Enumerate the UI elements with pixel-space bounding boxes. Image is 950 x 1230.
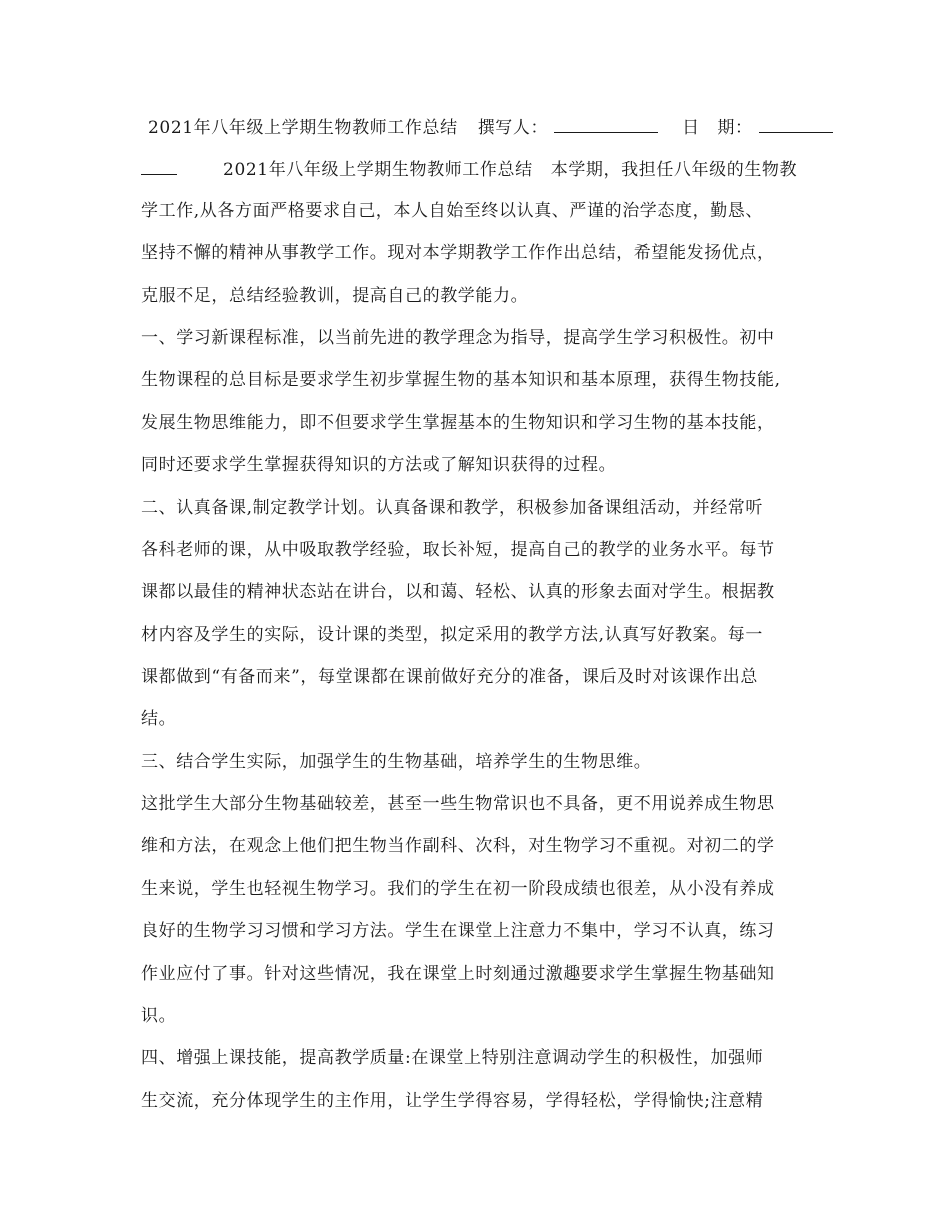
date-blank-continued	[141, 157, 177, 175]
intro-line-2: 学工作,从各方面严格要求自己，本人自始至终以认真、严谨的治学态度，勤恳、	[141, 201, 764, 221]
body-line: 维和方法，在观念上他们把生物当作副科、次科，对生物学习不重视。对初二的学	[141, 836, 775, 856]
date-blank	[759, 115, 833, 133]
body-line: 发展生物思维能力，即不但要求学生掌握基本的生物知识和学习生物的基本技能，	[141, 413, 775, 433]
body-line: 识。	[141, 1006, 177, 1026]
intro-line-1	[141, 157, 821, 182]
body-line: 课都以最佳的精神状态站在讲台，以和蔼、轻松、认真的形象去面对学生。根据教	[141, 582, 775, 602]
body-line: 课都做到“有备而来”，每堂课都在课前做好充分的准备，课后及时对该课作出总	[141, 667, 758, 687]
intro-line-4: 克服不足，总结经验教训，提高自己的教学能力。	[141, 286, 529, 306]
intro-line-3: 坚持不懈的精神从事教学工作。现对本学期教学工作作出总结，希望能发扬优点，	[141, 243, 775, 263]
body-line: 结。	[141, 709, 177, 729]
body-line: 四、增强上课技能，提高教学质量:在课堂上特别注意调动学生的积极性，加强师	[141, 1048, 764, 1068]
author-label: 撰写人：	[477, 118, 549, 138]
body-line: 这批学生大部分生物基础较差，甚至一些生物常识也不具备，更不用说养成生物思	[141, 794, 775, 814]
body-line: 生来说，学生也轻视生物学习。我们的学生在初一阶段成绩也很差，从小没有养成	[141, 879, 775, 899]
date-label: 日 期：	[682, 118, 753, 138]
header-line	[148, 115, 828, 140]
intro-title-repeat: 2021年八年级上学期生物教师工作总结	[223, 160, 533, 180]
body-line: 良好的生物学习习惯和学习方法。学生在课堂上注意力不集中，学习不认真，练习	[141, 921, 775, 941]
body-line: 作业应付了事。针对这些情况，我在课堂上时刻通过激趣要求学生掌握生物基础知	[141, 964, 775, 984]
body-line: 二、认真备课,制定教学计划。认真备课和教学，积极参加备课组活动，并经常听	[141, 498, 764, 518]
body-line: 各科老师的课，从中吸取教学经验，取长补短，提高自己的教学的业务水平。每节	[141, 540, 775, 560]
intro-text-start: 本学期，我担任八年级的生物教	[550, 160, 798, 180]
body-line: 一、学习新课程标准，以当前先进的教学理念为指导，提高学生学习积极性。初中	[141, 328, 775, 348]
body-line: 生物课程的总目标是要求学生初步掌握生物的基本知识和基本原理，获得生物技能,	[141, 370, 781, 390]
body-line: 三、结合学生实际，加强学生的生物基础，培养学生的生物思维。	[141, 752, 652, 772]
body-line: 生交流，充分体现学生的主作用，让学生学得容易，学得轻松，学得愉快;注意精	[141, 1091, 764, 1111]
body-line: 材内容及学生的实际，设计课的类型，拟定采用的教学方法,认真写好教案。每一	[141, 625, 764, 645]
author-blank	[554, 115, 658, 133]
document-title: 2021年八年级上学期生物教师工作总结	[148, 118, 458, 138]
body-line: 同时还要求学生掌握获得知识的方法或了解知识获得的过程。	[141, 455, 617, 475]
